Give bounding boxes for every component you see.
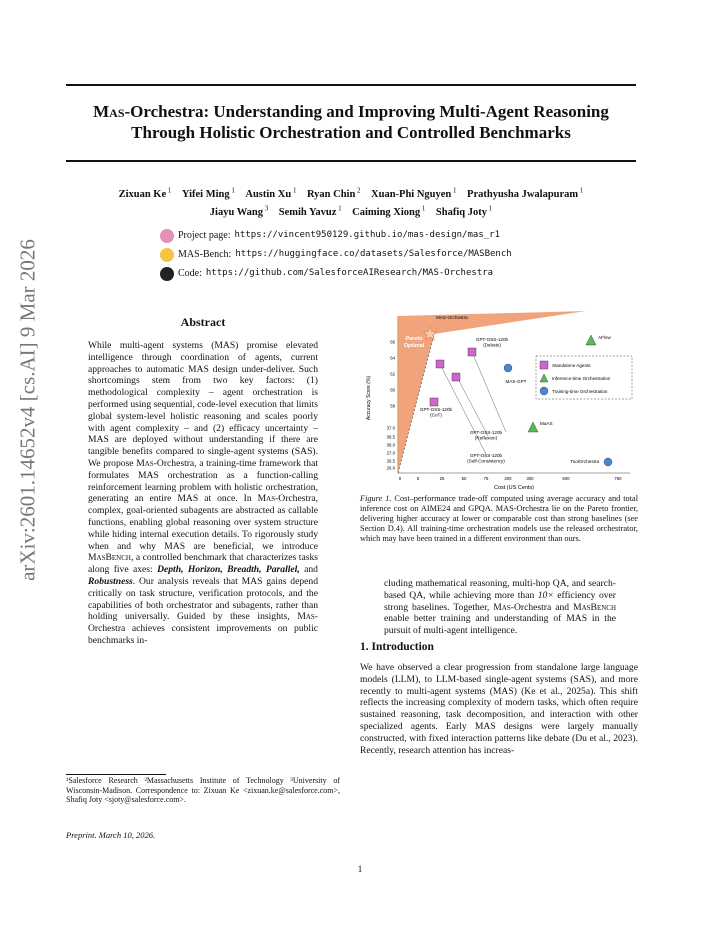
y-tick-label: 64 [390, 355, 395, 361]
x-tick-label: 200 [504, 476, 512, 481]
author-name: Zixuan Ke $^1$ [118, 186, 172, 200]
x-tick-label: 50 [461, 476, 467, 481]
author-name: Xuan-Phi Nguyen $^1$ [371, 186, 457, 200]
paper-title: Mas-Orchestra: Understanding and Improving Multi-Agent Reasoning Through Holistic Orchestration and Controlled Benchmarks [93, 102, 609, 142]
x-axis-label: Cost (US Cents) [493, 485, 535, 491]
y-tick-label: 37.0 [386, 425, 395, 431]
y-tick-label: 36.0 [386, 442, 395, 448]
bench-link-row[interactable]: MAS-Bench: https://huggingface.co/datasets/Salesforce/MASBench [160, 245, 512, 264]
author-name: Yifei Ming $^1$ [181, 186, 235, 200]
project-link-row[interactable]: Project page: https://vincent950129.github.io/mas-design/mas_r1 [160, 226, 512, 245]
x-tick-label: 300 [526, 476, 534, 481]
footnote-rule [66, 774, 166, 775]
point-label: GPT-OSS-120b (Reflexion) [469, 430, 503, 441]
author-name: Jiayu Wang $^3$ [209, 204, 269, 218]
page-number: 1 [357, 865, 363, 875]
x-tick-label: 25 [439, 476, 445, 481]
code-link-row[interactable]: Code: https://github.com/SalesforceAIResearch/MAS-Orchestra [160, 264, 512, 283]
circle-marker [504, 364, 512, 372]
cost-accuracy-chart [360, 306, 638, 492]
bench-url[interactable]: https://huggingface.co/datasets/Salesforce/MASBench [235, 249, 512, 259]
x-tick-label: 5 [416, 476, 420, 481]
author-name: Caiming Xiong $^1$ [352, 204, 426, 218]
y-tick-label: 26.5 [386, 458, 395, 464]
title-rule-top [66, 84, 636, 86]
point-label: MAS-Orchestra [436, 315, 468, 320]
y-tick-label: 66 [390, 339, 395, 345]
pareto-label: Pareto Optimal [403, 336, 425, 349]
x-tick-label: 0 [398, 476, 402, 481]
connector-line [472, 352, 506, 432]
chart-point [468, 337, 509, 356]
code-url[interactable]: https://github.com/SalesforceAIResearch/MAS-Orchestra [205, 268, 494, 278]
y-tick-labels [387, 340, 396, 471]
square-marker [468, 348, 476, 356]
brain-icon [160, 229, 174, 243]
y-axis-label: Accuracy Score (%) [366, 375, 372, 421]
author-name: Austin Xu $^1$ [245, 186, 297, 200]
chart-point [420, 398, 453, 418]
point-label: MAS-GPT [505, 379, 527, 384]
point-label: ToolOrchestra [570, 459, 599, 464]
author-name: Ryan Chin $^2$ [306, 186, 361, 200]
section-heading-introduction: 1. Introduction [360, 641, 434, 653]
x-tick-label: 600 [562, 476, 570, 481]
affiliation-footnote: ¹Salesforce Research ²Massachusetts Institute of Technology ³University of Wisconsin-Madison. Correspondence to: Zixuan Ke <zixuan.ke@salesforce.com>, Shafiq Joty <sjoty@salesforce.com>. [66, 776, 340, 804]
title-rule-bottom [66, 160, 636, 162]
square-marker [436, 360, 444, 368]
chart-point [586, 335, 611, 345]
y-tick-label: 27.0 [386, 450, 395, 456]
triangle-marker [586, 335, 596, 345]
y-tick-label: 60 [390, 387, 395, 393]
hugging-face-icon [160, 248, 174, 262]
point-label: AFlow [598, 335, 611, 340]
y-tick-label: 36.5 [386, 434, 395, 440]
x-tick-labels [399, 476, 622, 481]
triangle-marker [528, 422, 538, 432]
x-tick-label: 75 [483, 476, 489, 481]
legend-label: Training-time Orchestration [552, 388, 608, 394]
links-block [160, 226, 512, 283]
author-name: Semih Yavuz $^1$ [278, 204, 342, 218]
abstract-heading: Abstract [180, 315, 226, 329]
y-tick-label: 26.0 [386, 465, 395, 471]
point-label: GPT-OSS-120b (Self-Consistency) [467, 453, 505, 464]
point-label: MaAS [540, 421, 553, 426]
x-tick-label: 760 [614, 476, 622, 481]
author-name: Shafiq Joty $^1$ [435, 204, 493, 218]
square-marker [452, 373, 460, 381]
chart-point [528, 421, 553, 432]
y-tick-label: 62 [390, 371, 395, 377]
author-name: Prathyusha Jwalapuram $^1$ [467, 186, 584, 200]
abstract-body: While multi-agent systems (MAS) promise elevated intelligence through coordination of agents, current approaches to automatic MAS design under-deliver. Such shortcomings stem from two key factors: (1) methodological complexity – agent orchestration is performed using sequential, code-level execution that limits global system-level holistic reasoning and scales poorly with agent complexity – and (2) efficacy uncertainty – MAS are deployed without understanding if there are tangible benefits compared to single-agent systems (SAS). We propose Mas-Orchestra, a training-time framework that formulates MAS orchestration as a function-calling reinforcement learning problem with holistic orchestration, generating an entire MAS at once. In Mas-Orchestra, complex, goal-oriented subagents are abstracted as callable functions, enabling global reasoning over system structure while hiding internal execution details. To rigorously study when and why MAS are beneficial, we introduce MasBench, a controlled benchmark that characterizes tasks along five axes: Depth, Horizon, Breadth, Parallel, and Robustness. Our analysis reveals that MAS gains depend critically on task structure, verification protocols, and the capabilities of both orchestrator and subagents, rather than holding universally. Guided by these insights, Mas-Orchestra achieves consistent improvements on public benchmarks in- [88, 340, 318, 646]
project-url[interactable]: https://vincent950129.github.io/mas-design/mas_r1 [234, 230, 500, 240]
square-marker [430, 398, 438, 406]
point-label: GPT-OSS-120b (CoT) [419, 407, 453, 418]
abstract-continuation: cluding mathematical reasoning, multi-hop QA, and search-based QA, while achieving more than 10× efficiency over strong baselines. Together, Mas-Orchestra and MasBench enable better training and understanding of MAS in the pursuit of multi-agent intelligence. [384, 578, 616, 637]
chart-point [570, 458, 612, 466]
point-label: GPT-OSS-120b (Debate) [475, 337, 509, 348]
circle-marker [604, 458, 612, 466]
chart-point [504, 364, 527, 384]
legend-item [540, 361, 591, 369]
figure-caption: Figure 1. Cost–performance trade-off computed using average accuracy and total inference cost on AIME24 and GPQA. MAS-Orchestra lie on the Pareto frontier, delivering higher accuracy at lower or comparable cost than strong baselines (see Section D.4). All training-time orchestration models use the released orchestrator, which may have been trained in a different environment than ours. [360, 494, 638, 543]
y-tick-label: 58 [390, 403, 395, 409]
preprint-note: Preprint. March 10, 2026. [66, 830, 156, 840]
arxiv-stamp: arXiv:2601.14652v4 [cs.AI] 9 Mar 2026 [15, 239, 40, 581]
introduction-text: We have observed a clear progression from standalone large language models (LLM), to LLM-based single-agent systems (SAS), and more recently to multi-agent systems (MAS) (Ke et al., 2025a). This shift reflects the increasing complexity of modern tasks, which often require sustained reasoning, task decomposition, and interaction with other specialized agents. Early MAS designs were largely manually constructed, with fixed interaction patterns like debate (Du et al., 2023). Recently, research attention has increas- [360, 662, 638, 756]
author-list [66, 183, 636, 220]
legend-label: Standalone Agents [552, 362, 591, 368]
legend-label: Inference-time Orchestration [552, 375, 611, 381]
github-icon [160, 267, 174, 281]
chart-point [452, 373, 503, 441]
